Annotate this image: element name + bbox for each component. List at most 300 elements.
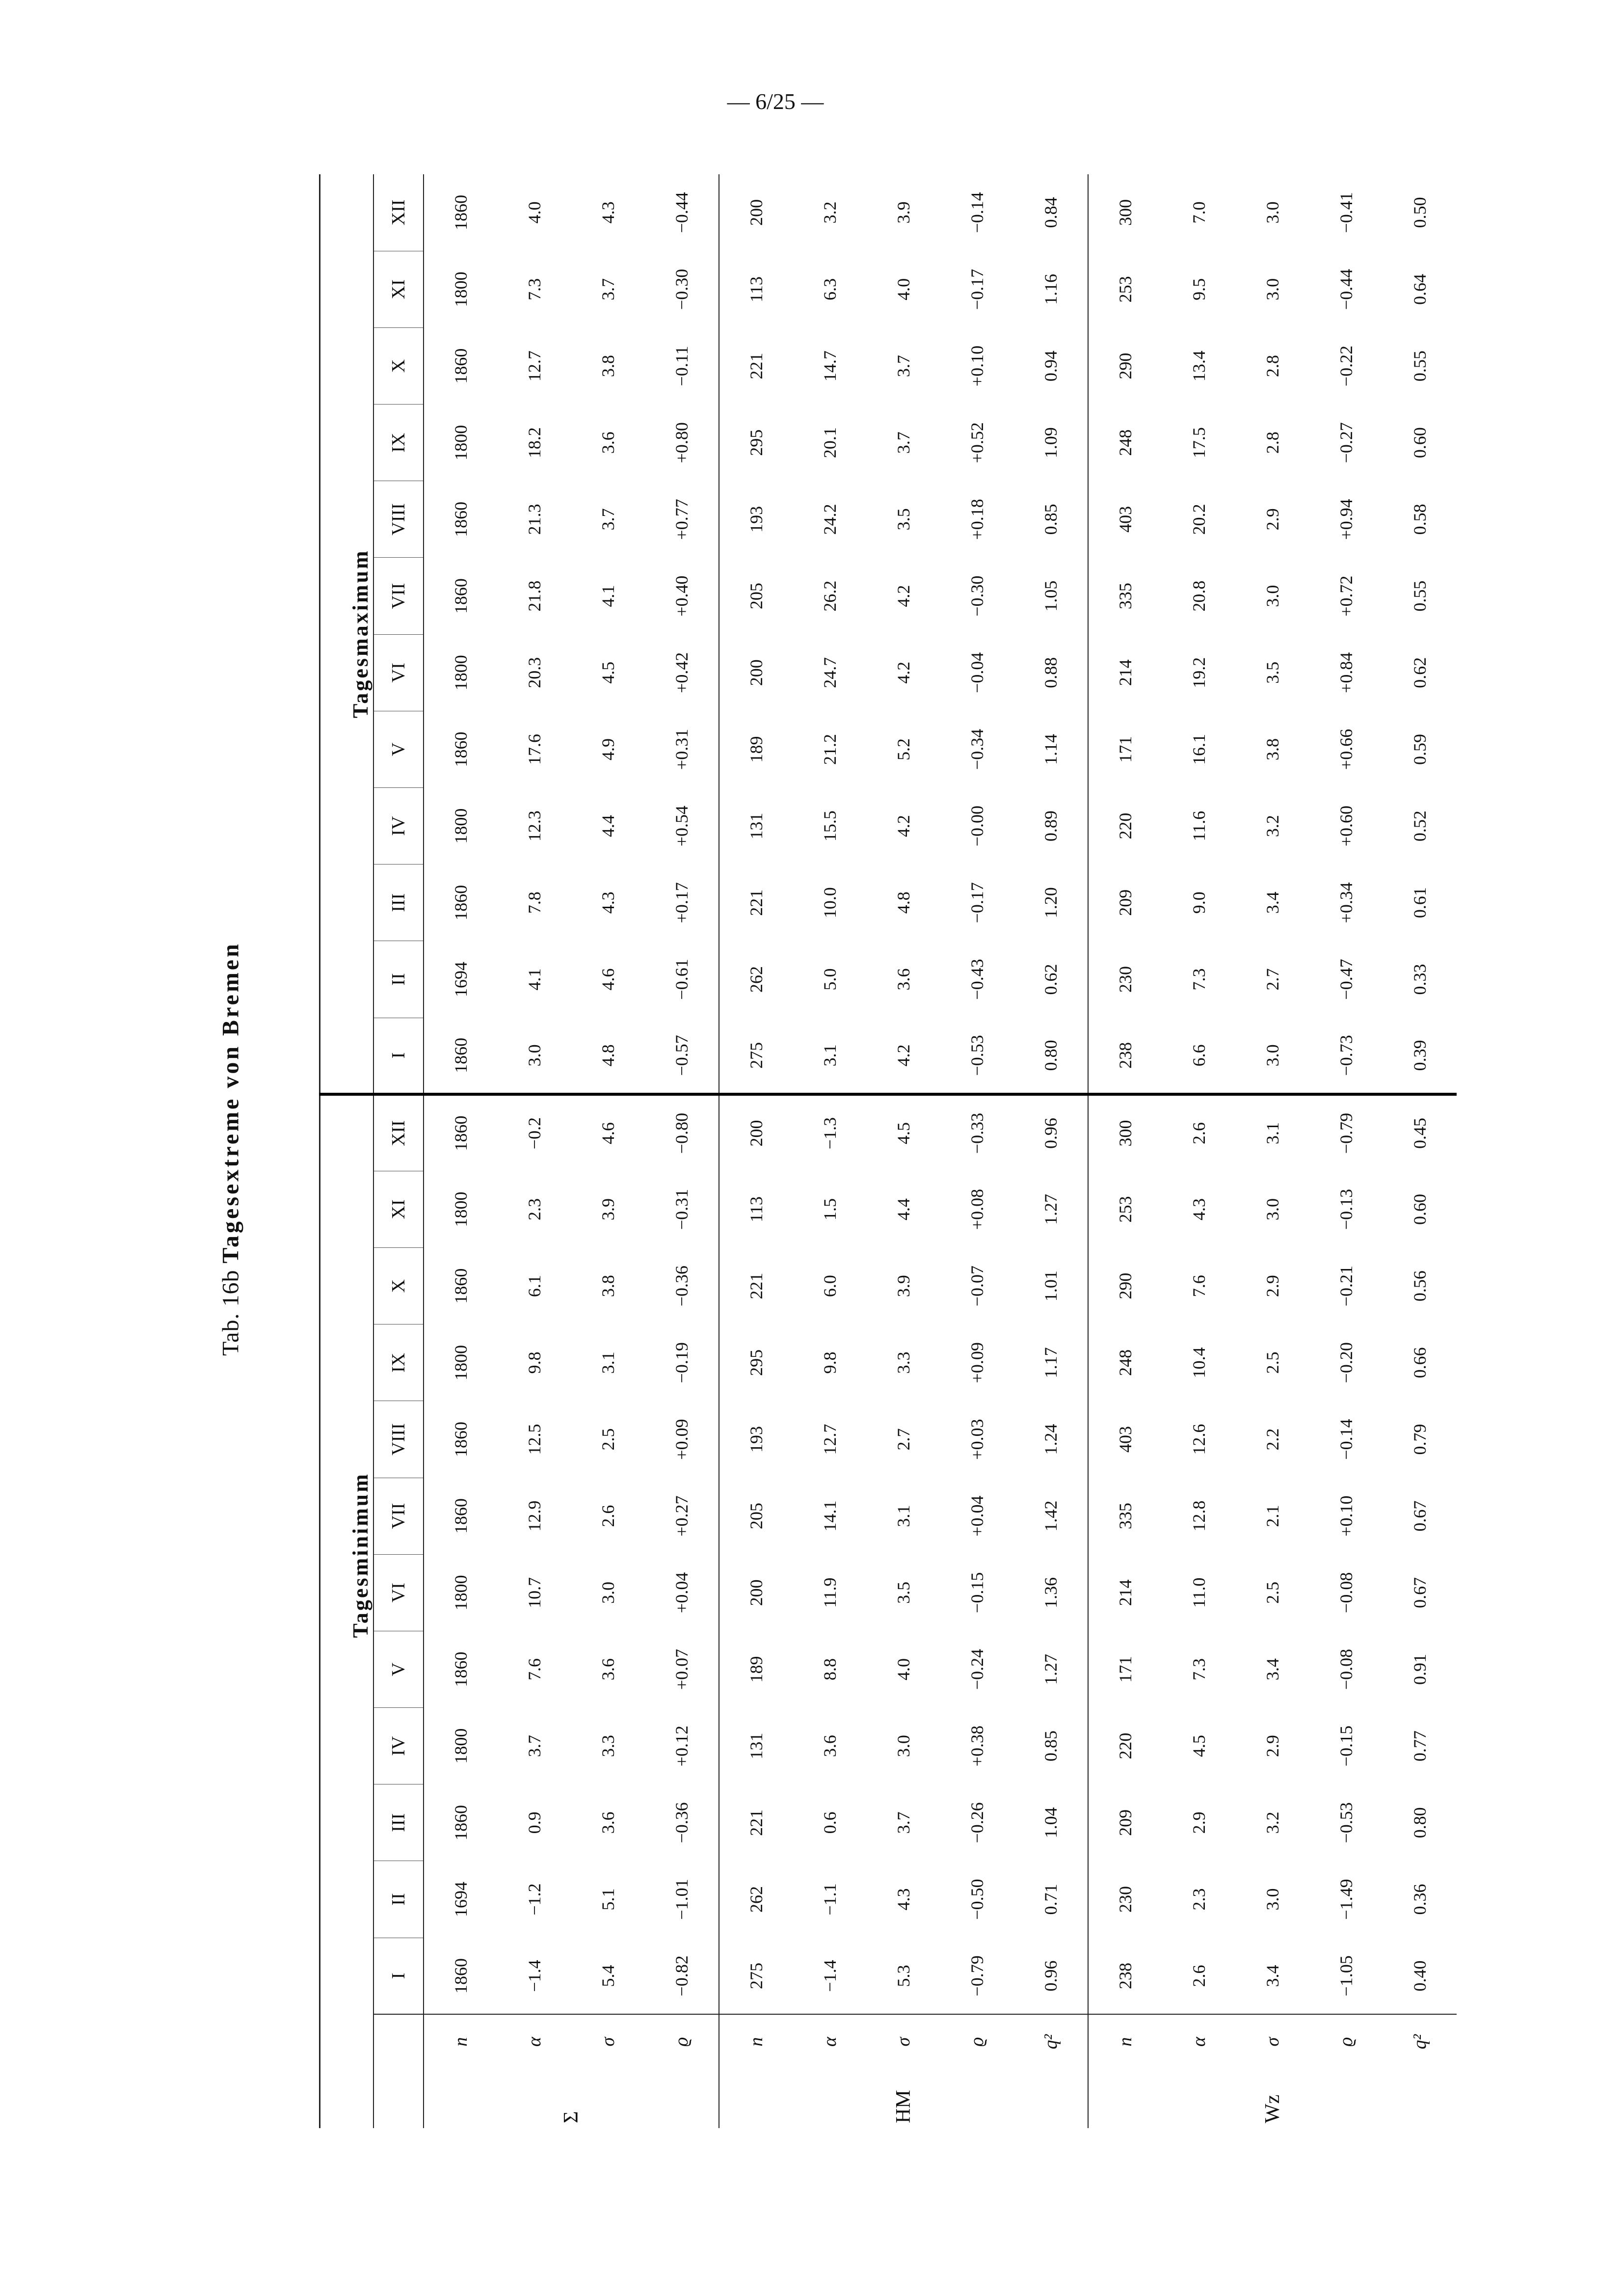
cell-min: 3.6: [598, 1811, 618, 1834]
cell-min: 205: [719, 1478, 793, 1554]
row-symbol: ϱ: [1309, 2014, 1383, 2069]
month-header-max-VIII: VIII: [373, 481, 424, 558]
table-row: [867, 174, 940, 2128]
cell-min: +0.07: [672, 1648, 692, 1690]
table-row: [1162, 174, 1236, 2128]
cell-max: 3.7: [894, 432, 913, 454]
cell-min: −0.19: [672, 1342, 692, 1383]
cell-min: 2.5: [1263, 1351, 1282, 1374]
cell-min: 3.1: [894, 1505, 913, 1527]
cell-min: 275: [719, 1938, 793, 2014]
cell-max: 3.7: [598, 508, 618, 531]
month-header-max-VI: VI: [373, 634, 424, 711]
cell-min: −0.24: [967, 1648, 987, 1690]
cell-max: 0.62: [1041, 964, 1061, 995]
cell-max: 1860: [424, 558, 498, 634]
cell-min: 8.8: [820, 1658, 840, 1680]
cell-max: +0.72: [1336, 575, 1356, 617]
cell-min: −1.3: [820, 1117, 840, 1150]
cell-min: 1860: [424, 1478, 498, 1554]
cell-min: 403: [1088, 1401, 1162, 1478]
row-symbol: n: [719, 2014, 793, 2069]
cell-min: 4.4: [894, 1198, 913, 1220]
month-header-min-II: II: [373, 1861, 424, 1938]
cell-max: 2.8: [1263, 355, 1282, 378]
cell-min: 5.1: [598, 1888, 618, 1911]
cell-max: 13.4: [1189, 351, 1209, 382]
cell-min: +0.04: [672, 1572, 692, 1613]
table-row: [645, 174, 719, 2128]
cell-min: 10.4: [1189, 1347, 1209, 1378]
cell-max: 20.8: [1189, 580, 1209, 612]
cell-max: 20.2: [1189, 504, 1209, 535]
cell-max: −0.53: [940, 1018, 1014, 1094]
cell-max: −0.44: [1336, 269, 1356, 310]
cell-min: −0.36: [672, 1265, 692, 1307]
cell-max: 238: [1088, 1018, 1162, 1094]
cell-max: +0.10: [967, 345, 987, 387]
section-label: Wz: [1088, 2069, 1457, 2128]
page-number: — 6/25 —: [727, 89, 824, 114]
cell-max: 20.1: [820, 427, 840, 459]
cell-min: 2.6: [598, 1505, 618, 1527]
table-title-prefix: Tab. 16b: [217, 1270, 244, 1356]
cell-min: 4.6: [598, 1122, 618, 1145]
cell-min: 0.45: [1410, 1118, 1430, 1149]
cell-min: 1.27: [1041, 1193, 1061, 1225]
cell-max: 3.0: [1263, 585, 1282, 607]
cell-max: −0.57: [645, 1018, 719, 1094]
cell-max: 4.1: [598, 585, 618, 607]
row-symbol: σ: [1236, 2014, 1309, 2069]
cell-min: −0.31: [672, 1189, 692, 1230]
cell-max: 1860: [424, 864, 498, 941]
cell-max: 290: [1088, 327, 1162, 404]
cell-max: +0.54: [672, 805, 692, 847]
cell-min: −0.13: [1336, 1189, 1356, 1230]
cell-max: 6.3: [820, 278, 840, 300]
cell-max: 0.33: [1410, 964, 1430, 995]
cell-min: 2.5: [1263, 1581, 1282, 1604]
cell-min: 3.6: [598, 1658, 618, 1680]
row-symbol: n: [424, 2014, 498, 2069]
cell-max: 300: [1088, 174, 1162, 251]
table-row: [719, 174, 793, 2128]
cell-min: 3.3: [598, 1735, 618, 1757]
cell-max: 7.0: [1189, 201, 1209, 224]
cell-max: 12.3: [525, 810, 544, 842]
cell-min: +0.38: [967, 1726, 987, 1767]
cell-min: 2.6: [1189, 1122, 1209, 1145]
cell-max: −0.00: [967, 805, 987, 847]
cell-max: −0.44: [672, 192, 692, 233]
cell-min: 1694: [424, 1861, 498, 1938]
cell-min: 2.6: [1189, 1965, 1209, 1987]
cell-max: 18.2: [525, 427, 544, 459]
cell-max: 4.0: [894, 278, 913, 300]
cell-max: 4.5: [598, 661, 618, 684]
cell-min: 0.80: [1410, 1807, 1430, 1838]
cell-min: 4.5: [894, 1122, 913, 1145]
cell-min: −0.08: [1336, 1572, 1356, 1613]
cell-min: 1860: [424, 1094, 498, 1171]
cell-min: 1860: [424, 1401, 498, 1478]
cell-min: 0.91: [1410, 1654, 1430, 1685]
cell-min: 2.9: [1263, 1735, 1282, 1757]
cell-min: −0.15: [1336, 1726, 1356, 1767]
cell-max: 9.0: [1189, 891, 1209, 914]
group-header-min: Tagesminimum: [348, 1472, 372, 1638]
month-header-min-IX: IX: [373, 1324, 424, 1401]
cell-min: 3.0: [1263, 1888, 1282, 1911]
cell-max: 3.6: [598, 432, 618, 454]
table-row: [571, 174, 645, 2128]
cell-min: −0.07: [967, 1265, 987, 1307]
month-header-min-VIII: VIII: [373, 1401, 424, 1478]
cell-min: 0.66: [1410, 1347, 1430, 1378]
cell-max: 200: [719, 174, 793, 251]
cell-max: 4.2: [894, 661, 913, 684]
cell-min: 1800: [424, 1324, 498, 1401]
cell-max: 275: [719, 1018, 793, 1094]
cell-max: 230: [1088, 941, 1162, 1018]
cell-max: −0.41: [1336, 192, 1356, 233]
cell-max: 205: [719, 558, 793, 634]
cell-max: 200: [719, 634, 793, 711]
month-header-max-XII: XII: [373, 174, 424, 251]
cell-min: 2.2: [1263, 1428, 1282, 1451]
cell-max: 1.20: [1041, 887, 1061, 918]
cell-min: 1860: [424, 1784, 498, 1861]
cell-max: 19.2: [1189, 657, 1209, 688]
cell-max: 221: [719, 864, 793, 941]
cell-min: −0.26: [967, 1802, 987, 1843]
cell-max: −0.22: [1336, 345, 1356, 387]
cell-max: +0.66: [1336, 729, 1356, 770]
cell-max: 113: [719, 251, 793, 327]
cell-max: 3.6: [894, 968, 913, 991]
cell-min: 131: [719, 1708, 793, 1784]
cell-max: 1860: [424, 1018, 498, 1094]
cell-max: +0.40: [672, 575, 692, 617]
cell-max: 0.88: [1041, 657, 1061, 688]
cell-max: 3.7: [598, 278, 618, 300]
cell-min: 253: [1088, 1171, 1162, 1247]
cell-max: 1860: [424, 711, 498, 787]
cell-min: 4.3: [1189, 1198, 1209, 1220]
cell-min: −0.79: [1336, 1112, 1356, 1154]
cell-min: 0.60: [1410, 1193, 1430, 1225]
cell-min: 1800: [424, 1554, 498, 1631]
cell-max: 1800: [424, 251, 498, 327]
cell-max: −0.61: [672, 959, 692, 1000]
cell-min: 3.6: [820, 1735, 840, 1757]
cell-min: 4.0: [894, 1658, 913, 1680]
cell-max: 335: [1088, 558, 1162, 634]
cell-max: 3.0: [1236, 1018, 1309, 1094]
cell-min: 12.6: [1189, 1424, 1209, 1455]
cell-max: 2.9: [1263, 508, 1282, 531]
table-row: [1383, 174, 1457, 2128]
cell-min: 3.4: [1263, 1965, 1282, 1987]
cell-min: −1.4: [525, 1960, 544, 1992]
cell-min: 9.8: [525, 1351, 544, 1374]
cell-max: +0.80: [672, 422, 692, 463]
month-header-min-XI: XI: [373, 1171, 424, 1247]
cell-min: −0.14: [1336, 1419, 1356, 1460]
cell-max: +0.31: [672, 729, 692, 770]
month-header-max-VII: VII: [373, 558, 424, 634]
cell-max: 209: [1088, 864, 1162, 941]
cell-max: 4.3: [598, 891, 618, 914]
cell-max: 248: [1088, 405, 1162, 481]
cell-min: 1860: [424, 1631, 498, 1707]
cell-min: 3.9: [894, 1275, 913, 1297]
cell-min: 2.3: [525, 1198, 544, 1220]
month-header-min-VI: VI: [373, 1554, 424, 1631]
cell-min: 1.01: [1041, 1270, 1061, 1302]
row-symbol: ϱ: [940, 2014, 1014, 2069]
month-header-max-IV: IV: [373, 788, 424, 864]
cell-max: 4.2: [894, 815, 913, 837]
cell-max: 0.52: [1410, 810, 1430, 842]
cell-min: +0.08: [967, 1189, 987, 1230]
cell-max: 0.59: [1410, 733, 1430, 765]
cell-max: +0.60: [1336, 805, 1356, 847]
month-header-max-V: V: [373, 711, 424, 787]
cell-max: 4.3: [598, 201, 618, 224]
table-row: [940, 174, 1014, 2128]
cell-max: 4.6: [598, 968, 618, 991]
cell-min: 3.0: [1263, 1198, 1282, 1220]
cell-min: 0.56: [1410, 1270, 1430, 1302]
cell-max: −0.43: [967, 959, 987, 1000]
cell-min: 0.96: [1041, 1118, 1061, 1149]
cell-min: −0.80: [672, 1112, 692, 1154]
month-header-max-III: III: [373, 864, 424, 941]
cell-max: 3.2: [1263, 815, 1282, 837]
header-spacer: [319, 2014, 373, 2128]
month-header-max-I: I: [373, 1018, 424, 1094]
cell-max: 4.9: [598, 738, 618, 760]
cell-min: 0.40: [1410, 1960, 1430, 1992]
month-header-min-I: I: [373, 1938, 424, 2014]
table-row: [424, 174, 498, 2128]
cell-min: 5.3: [894, 1965, 913, 1987]
cell-max: 6.6: [1162, 1018, 1236, 1094]
cell-max: 189: [719, 711, 793, 787]
section-label: Σ: [424, 2069, 719, 2128]
table-title: [217, 658, 244, 1640]
cell-min: 12.8: [1189, 1500, 1209, 1532]
cell-min: 0.71: [1041, 1884, 1061, 1915]
cell-max: +0.34: [1336, 882, 1356, 923]
cell-max: −0.11: [672, 346, 692, 386]
cell-min: 0.9: [525, 1811, 544, 1834]
cell-max: +0.84: [1336, 652, 1356, 693]
group-header-row: [319, 174, 373, 2128]
cell-max: +0.17: [672, 882, 692, 923]
cell-min: −1.1: [820, 1883, 840, 1916]
cell-min: 3.5: [894, 1581, 913, 1604]
cell-max: 1.09: [1041, 427, 1061, 459]
row-symbol: α: [793, 2014, 867, 2069]
cell-min: +0.03: [967, 1419, 987, 1460]
cell-max: +0.77: [672, 499, 692, 540]
cell-min: −0.79: [967, 1955, 987, 1997]
cell-min: 3.4: [1263, 1658, 1282, 1680]
cell-min: 0.96: [1041, 1960, 1061, 1992]
cell-min: 2.7: [894, 1428, 913, 1451]
table-row: [1088, 174, 1162, 2128]
cell-max: 221: [719, 327, 793, 404]
cell-min: 193: [719, 1401, 793, 1478]
cell-max: −0.34: [967, 729, 987, 770]
cell-min: 171: [1088, 1631, 1162, 1707]
cell-max: 1.16: [1041, 273, 1061, 305]
cell-min: 0.67: [1410, 1577, 1430, 1608]
cell-min: 113: [719, 1171, 793, 1247]
cell-max: 17.5: [1189, 427, 1209, 459]
cell-min: 12.7: [820, 1424, 840, 1455]
cell-max: 0.80: [1014, 1018, 1088, 1094]
cell-min: +0.04: [967, 1495, 987, 1537]
cell-min: +0.12: [672, 1726, 692, 1767]
month-header-min-V: V: [373, 1631, 424, 1707]
cell-min: +0.09: [967, 1342, 987, 1383]
month-header-max-IX: IX: [373, 405, 424, 481]
cell-min: 248: [1088, 1324, 1162, 1401]
cell-max: +0.52: [967, 422, 987, 463]
cell-min: −1.49: [1336, 1879, 1356, 1920]
cell-min: 4.3: [894, 1888, 913, 1911]
cell-max: 3.5: [1263, 661, 1282, 684]
cell-max: 262: [719, 941, 793, 1018]
table-row: [1014, 174, 1088, 2128]
row-symbol: σ: [867, 2014, 940, 2069]
cell-max: 0.62: [1410, 657, 1430, 688]
month-header-min-IV: IV: [373, 1708, 424, 1784]
cell-min: 2.9: [1263, 1275, 1282, 1297]
cell-min: 3.0: [598, 1581, 618, 1604]
cell-max: 1860: [424, 481, 498, 558]
cell-min: 1.42: [1041, 1500, 1061, 1532]
cell-max: 1800: [424, 788, 498, 864]
cell-min: 200: [719, 1094, 793, 1171]
table-row: [1309, 174, 1383, 2128]
cell-min: 290: [1088, 1248, 1162, 1324]
cell-min: 214: [1088, 1554, 1162, 1631]
cell-max: 4.4: [598, 815, 618, 837]
cell-max: 14.7: [820, 351, 840, 382]
cell-max: 0.84: [1041, 197, 1061, 228]
cell-min: 6.1: [525, 1275, 544, 1297]
cell-max: 1694: [424, 941, 498, 1018]
cell-max: 0.94: [1041, 351, 1061, 382]
cell-min: 335: [1088, 1478, 1162, 1554]
cell-max: 20.3: [525, 657, 544, 688]
cell-max: 5.2: [894, 738, 913, 760]
month-header-min-III: III: [373, 1784, 424, 1861]
cell-min: 3.1: [1263, 1122, 1282, 1145]
cell-max: 0.39: [1383, 1018, 1457, 1094]
cell-max: 0.85: [1041, 504, 1061, 535]
cell-min: 3.7: [894, 1811, 913, 1834]
cell-min: 300: [1088, 1094, 1162, 1171]
cell-max: 1860: [424, 327, 498, 404]
cell-min: −1.01: [672, 1879, 692, 1920]
cell-min: 3.1: [598, 1351, 618, 1374]
cell-min: 238: [1088, 1938, 1162, 2014]
cell-min: 5.4: [598, 1965, 618, 1987]
cell-min: 0.79: [1410, 1424, 1430, 1455]
row-symbol: q²: [1014, 2014, 1088, 2069]
cell-min: −0.36: [672, 1802, 692, 1843]
cell-min: 2.1: [1263, 1505, 1282, 1527]
month-header-min-VII: VII: [373, 1478, 424, 1554]
cell-min: 0.77: [1410, 1730, 1430, 1762]
cell-max: 193: [719, 481, 793, 558]
cell-max: 12.7: [525, 351, 544, 382]
cell-max: 5.0: [820, 968, 840, 991]
cell-min: 3.9: [598, 1198, 618, 1220]
cell-max: −0.14: [967, 192, 987, 233]
cell-min: 1.04: [1041, 1807, 1061, 1838]
section-label: HM: [719, 2069, 1088, 2128]
cell-max: −0.47: [1336, 959, 1356, 1000]
cell-max: 1800: [424, 405, 498, 481]
cell-min: 0.6: [820, 1811, 840, 1834]
cell-min: −1.05: [1336, 1955, 1356, 1997]
cell-max: −0.30: [672, 269, 692, 310]
cell-max: 1860: [424, 174, 498, 251]
cell-min: 221: [719, 1784, 793, 1861]
cell-max: −0.17: [967, 269, 987, 310]
cell-max: 24.2: [820, 504, 840, 535]
cell-min: 12.5: [525, 1424, 544, 1455]
cell-max: 0.89: [1041, 810, 1061, 842]
cell-max: 9.5: [1189, 278, 1209, 300]
cell-max: 15.5: [820, 810, 840, 842]
cell-min: 7.3: [1189, 1658, 1209, 1680]
cell-min: 2.5: [598, 1428, 618, 1451]
cell-max: 4.2: [867, 1018, 940, 1094]
cell-max: 171: [1088, 711, 1162, 787]
cell-max: 0.50: [1410, 197, 1430, 228]
cell-max: 10.0: [820, 887, 840, 918]
cell-max: 220: [1088, 788, 1162, 864]
cell-min: −0.20: [1336, 1342, 1356, 1383]
cell-max: 3.8: [1263, 738, 1282, 760]
rotated-table-container: [319, 174, 1430, 2128]
cell-max: 4.8: [894, 891, 913, 914]
month-header-max-XI: XI: [373, 251, 424, 327]
cell-max: 0.55: [1410, 580, 1430, 612]
cell-min: 3.2: [1263, 1811, 1282, 1834]
cell-min: 0.36: [1410, 1884, 1430, 1915]
cell-min: −0.21: [1336, 1265, 1356, 1307]
cell-min: +0.09: [672, 1419, 692, 1460]
cell-max: 17.6: [525, 733, 544, 765]
row-symbol: q²: [1383, 2014, 1457, 2069]
cell-min: 3.3: [894, 1351, 913, 1374]
row-symbol: α: [498, 2014, 571, 2069]
cell-min: 1860: [424, 1938, 498, 2014]
cell-max: 7.3: [525, 278, 544, 300]
cell-min: 1.24: [1041, 1424, 1061, 1455]
table-row: [498, 174, 571, 2128]
cell-min: 14.1: [820, 1500, 840, 1532]
